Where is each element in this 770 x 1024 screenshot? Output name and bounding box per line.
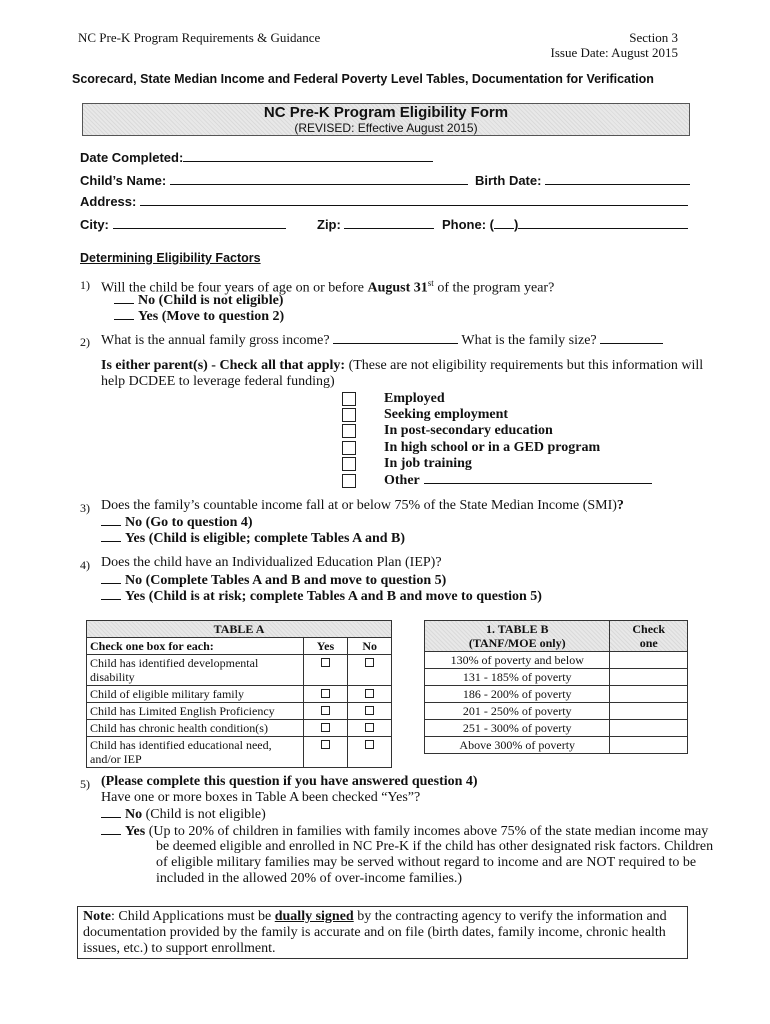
table-b-check-cell[interactable]: [610, 720, 688, 737]
table-a-no-cell[interactable]: [348, 737, 392, 768]
q4-no-label: No (Complete Tables A and B and move to question 5): [125, 573, 447, 588]
q2-option-label: In job training: [384, 456, 472, 471]
q5-yes-line4: included in the allowed 20% of over-income families.): [156, 871, 463, 886]
q1-text-b: of the program year?: [433, 280, 555, 296]
zip-field[interactable]: [317, 217, 434, 233]
note-line2: documentation provided by the family is accurate and on file (birth dates, family income, chronic health: [83, 925, 666, 940]
table-b-check-cell[interactable]: [610, 703, 688, 720]
phone-number-line[interactable]: [518, 217, 688, 229]
q2-income-line[interactable]: [333, 332, 458, 344]
q2-checkbox[interactable]: [342, 424, 356, 438]
q3-yes-label: Yes (Child is eligible; complete Tables A and B): [125, 531, 406, 546]
table-a-no-box[interactable]: [365, 658, 374, 667]
table-b: [424, 620, 688, 754]
table-b-check-header: [610, 621, 688, 652]
table-a-row: [87, 655, 304, 686]
q5-yes-blank[interactable]: [101, 823, 121, 835]
form-title-box: [82, 103, 690, 136]
q3-qmark: ?: [616, 498, 624, 513]
q2-other-line[interactable]: [424, 472, 652, 484]
table-b-title: 1. TABLE B: [485, 622, 549, 636]
table-a-row-text: and/or IEP: [90, 752, 142, 766]
table-b-row-label: 201 - 250% of poverty: [425, 703, 610, 720]
table-a-yes-box[interactable]: [321, 658, 330, 667]
table-a-no-box[interactable]: [365, 723, 374, 732]
table-a-yes-box[interactable]: [321, 689, 330, 698]
childs-name-field[interactable]: [80, 173, 468, 189]
q3-option-yes[interactable]: [101, 530, 405, 547]
q2-question: [101, 332, 663, 349]
table-b-check-cell[interactable]: [610, 686, 688, 703]
q5-no-blank[interactable]: [101, 806, 121, 818]
phone-field[interactable]: [442, 217, 688, 233]
q2-parent-line: [101, 358, 703, 374]
q1-option-yes[interactable]: [114, 308, 284, 325]
table-a-row: [87, 737, 304, 768]
birth-date-field[interactable]: [475, 173, 690, 189]
q5-line1: Have one or more boxes in Table A been checked “Yes”?: [101, 790, 421, 805]
table-a-no-box[interactable]: [365, 706, 374, 715]
q2-option-high-school[interactable]: [342, 440, 600, 456]
q1-sup: st: [427, 278, 434, 288]
note-label: Note: [83, 909, 111, 924]
q5-yes-bold: Yes: [125, 824, 146, 839]
q1-yes-blank[interactable]: [114, 308, 134, 320]
note-box: [77, 906, 688, 959]
q2-option-post-secondary[interactable]: [342, 423, 553, 439]
q5-heading: (Please complete this question if you have answered question 4): [101, 774, 478, 789]
table-a-yes-cell[interactable]: [303, 703, 348, 720]
table-b-header: [425, 621, 610, 652]
q5-yes-line3: of eligible military families may be served without regard to income and are NOT required to be: [156, 855, 697, 870]
table-a-no-cell[interactable]: [348, 655, 392, 686]
q2-income-label: What is the annual family gross income?: [101, 333, 330, 348]
header-title: NC Pre-K Program Requirements & Guidance: [78, 30, 321, 45]
zip-label: Zip:: [317, 217, 341, 232]
table-b-row-label: 131 - 185% of poverty: [425, 669, 610, 686]
q2-parent-bold: Is either parent(s) - Check all that apply:: [101, 358, 346, 373]
q3-text: Does the family’s countable income fall at or below 75% of the State Median Income (SMI): [101, 498, 617, 513]
document-title: Scorecard, State Median Income and Federal Poverty Level Tables, Documentation for Verification: [72, 72, 654, 86]
table-a-no-box[interactable]: [365, 689, 374, 698]
table-b-check-cell[interactable]: [610, 737, 688, 754]
q1-date: August 31: [367, 280, 428, 296]
q2-parent-note-a: (These are not eligibility requirements but this information will: [345, 358, 704, 373]
phone-label: Phone: (: [442, 217, 494, 232]
address-field[interactable]: [80, 194, 688, 210]
q2-checkbox[interactable]: [342, 392, 356, 406]
table-a-yes-cell[interactable]: [303, 720, 348, 737]
table-a-no-cell[interactable]: [348, 720, 392, 737]
q4-question: Does the child have an Individualized Education Plan (IEP)?: [101, 555, 442, 570]
note-text-b: by the contracting agency to verify the information and: [353, 909, 667, 924]
table-b-check-label: Check: [632, 622, 666, 636]
table-b-subtitle: (TANF/MOE only): [468, 636, 566, 650]
table-b-check-cell[interactable]: [610, 652, 688, 669]
table-b-row-label: 186 - 200% of poverty: [425, 686, 610, 703]
q1-no-label: No (Child is not eligible): [138, 293, 284, 308]
table-a-yes-box[interactable]: [321, 723, 330, 732]
q5-no-text: (Child is not eligible): [142, 807, 266, 822]
table-a-yes-cell[interactable]: [303, 737, 348, 768]
table-a-header-yes: Yes: [303, 638, 348, 655]
table-a-yes-box[interactable]: [321, 706, 330, 715]
section-heading: Determining Eligibility Factors: [80, 251, 261, 265]
q2-checkbox[interactable]: [342, 457, 356, 471]
q2-checkbox[interactable]: [342, 474, 356, 488]
table-a-row: Child has Limited English Proficiency: [87, 703, 304, 720]
table-a: [86, 620, 392, 768]
q2-option-label: Employed: [384, 391, 445, 406]
table-a-yes-cell[interactable]: [303, 655, 348, 686]
q5-number: 5): [80, 777, 90, 791]
note-text-a: : Child Applications must be: [111, 909, 275, 924]
q2-option-employed[interactable]: [342, 391, 445, 407]
header-issue-date: Issue Date: August 2015: [550, 45, 678, 60]
q3-question: [101, 498, 624, 514]
q2-option-job-training[interactable]: [342, 456, 472, 472]
table-a-row-text: disability: [90, 670, 135, 684]
q2-option-label: Other: [384, 473, 420, 488]
q4-yes-blank[interactable]: [101, 588, 121, 600]
q2-size-line[interactable]: [600, 332, 663, 344]
table-a-no-box[interactable]: [365, 740, 374, 749]
table-b-check-cell[interactable]: [610, 669, 688, 686]
table-a-row: Child has chronic health condition(s): [87, 720, 304, 737]
q4-option-yes[interactable]: [101, 588, 542, 605]
birth-date-label: Birth Date:: [475, 173, 542, 188]
city-line[interactable]: [113, 217, 286, 229]
q1-text-a: Will the child be four years of age on or before: [101, 280, 368, 296]
table-a-row-text: Child has identified developmental: [90, 656, 259, 670]
q5-no-bold: No: [125, 807, 143, 822]
q5-option-no[interactable]: [101, 806, 266, 823]
table-a-yes-cell[interactable]: [303, 686, 348, 703]
q1-yes-label: Yes (Move to question 2): [138, 309, 285, 324]
table-a-row-text: Child has identified educational need,: [90, 738, 272, 752]
note-line3: issues, etc.) to support enrollment.: [83, 941, 276, 956]
address-label: Address:: [80, 194, 137, 209]
date-completed-label: Date Completed:: [80, 150, 184, 165]
q5-yes-line2: be deemed eligible and enrolled in NC Pre-K if the child has other designated risk factors. Children: [156, 839, 714, 854]
q2-option-label: Seeking employment: [384, 407, 509, 422]
date-completed-line[interactable]: [183, 150, 433, 162]
table-a-header-no: No: [348, 638, 392, 655]
q2-option-seeking[interactable]: [342, 407, 508, 423]
q5-option-yes[interactable]: [101, 823, 708, 840]
q2-size-label: What is the family size?: [461, 333, 597, 348]
table-b-row-label: 251 - 300% of poverty: [425, 720, 610, 737]
table-a-no-cell[interactable]: [348, 686, 392, 703]
q3-no-blank[interactable]: [101, 514, 121, 526]
q4-no-blank[interactable]: [101, 572, 121, 584]
phone-area-line[interactable]: [494, 217, 514, 229]
q4-option-no[interactable]: [101, 572, 446, 589]
q2-checkbox[interactable]: [342, 408, 356, 422]
table-a-title: TABLE A: [87, 621, 392, 638]
birth-date-line[interactable]: [545, 173, 690, 185]
table-b-check-label-2: one: [639, 636, 658, 650]
q1-option-no[interactable]: [114, 292, 283, 309]
form-subtitle: (REVISED: Effective August 2015): [294, 121, 478, 135]
phone-close-paren: ): [514, 217, 519, 232]
note-line1: [83, 909, 682, 925]
header-section: Section 3: [629, 30, 678, 45]
q3-number: 3): [80, 501, 90, 515]
note-emphasis: dually signed: [274, 909, 354, 924]
q2-option-other[interactable]: [342, 472, 652, 489]
q2-option-label: In high school or in a GED program: [384, 440, 601, 455]
q3-option-no[interactable]: [101, 514, 253, 531]
table-b-row-label: Above 300% of poverty: [425, 737, 610, 754]
table-a-yes-box[interactable]: [321, 740, 330, 749]
childs-name-label: Child’s Name:: [80, 173, 167, 188]
table-a-no-cell[interactable]: [348, 703, 392, 720]
q4-yes-label: Yes (Child is at risk; complete Tables A and B and move to question 5): [125, 589, 542, 604]
form-title: NC Pre-K Program Eligibility Form: [263, 104, 509, 121]
q2-number: 2): [80, 335, 90, 349]
table-a-header-check: Check one box for each:: [87, 638, 304, 655]
date-completed-field[interactable]: [80, 150, 433, 166]
zip-line[interactable]: [344, 217, 434, 229]
q5-yes-text: (Up to 20% of children in families with family incomes above 75% of the state median income may: [145, 824, 709, 839]
q2-option-label: In post-secondary education: [384, 423, 553, 438]
q3-no-label: No (Go to question 4): [125, 515, 253, 530]
q3-yes-blank[interactable]: [101, 530, 121, 542]
city-field[interactable]: [80, 217, 286, 233]
table-a-row: Child of eligible military family: [87, 686, 304, 703]
q2-parent-note-b: help DCDEE to leverage federal funding): [101, 374, 335, 389]
q4-number: 4): [80, 558, 90, 572]
address-line[interactable]: [140, 194, 688, 206]
q1-number: 1): [80, 278, 90, 292]
childs-name-line[interactable]: [170, 173, 468, 185]
q2-checkbox[interactable]: [342, 441, 356, 455]
city-label: City:: [80, 217, 109, 232]
q1-no-blank[interactable]: [114, 292, 134, 304]
table-b-row-label: 130% of poverty and below: [425, 652, 610, 669]
